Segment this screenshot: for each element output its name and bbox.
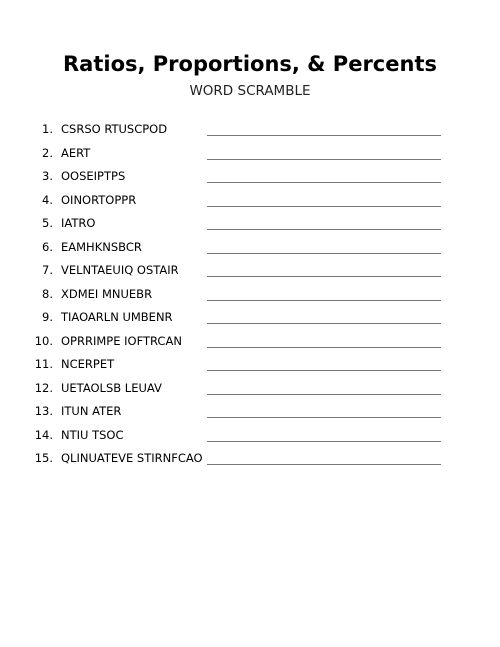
list-item — [0, 144, 500, 168]
list-item — [0, 426, 500, 450]
list-item — [0, 449, 500, 473]
item-number: 11. — [34, 357, 53, 371]
list-item — [0, 214, 500, 238]
scramble-list — [0, 120, 500, 473]
item-number: 1. — [42, 122, 53, 136]
item-number: 7. — [42, 263, 53, 277]
list-item — [0, 191, 500, 215]
item-number: 8. — [42, 286, 53, 301]
list-item — [0, 379, 500, 403]
list-item — [0, 167, 500, 191]
list-item — [0, 261, 500, 285]
answer-line — [207, 347, 441, 348]
page-title: Ratios, Proportions, & Percents — [63, 52, 437, 76]
answer-line — [207, 206, 441, 207]
page-subtitle: WORD SCRAMBLE — [189, 83, 311, 99]
answer-line — [207, 229, 441, 230]
scrambled-word: TIAOARLN UMBENR — [61, 310, 173, 324]
item-number: 15. — [34, 451, 53, 465]
list-item — [0, 285, 500, 309]
item-number: 14. — [34, 427, 53, 442]
scrambled-word: IATRO — [61, 216, 96, 230]
answer-line — [207, 300, 441, 301]
item-number: 5. — [42, 216, 53, 230]
answer-line — [207, 323, 441, 324]
list-item — [0, 402, 500, 426]
item-number: 9. — [42, 310, 53, 324]
answer-line — [207, 276, 441, 277]
answer-line — [207, 159, 441, 160]
item-number: 13. — [34, 404, 53, 418]
scrambled-word: NCERPET — [61, 357, 115, 371]
scrambled-word: NTIU TSOC — [61, 427, 124, 442]
scrambled-word: VELNTAEUIQ OSTAIR — [61, 263, 179, 277]
answer-line — [207, 464, 441, 465]
list-item — [0, 355, 500, 379]
item-number: 4. — [42, 192, 53, 207]
answer-line — [207, 394, 441, 395]
scrambled-word: OPRRIMPE IOFTRCAN — [61, 333, 182, 348]
item-number: 3. — [42, 169, 53, 183]
answer-line — [207, 370, 441, 371]
scrambled-word: EAMHKNSBCR — [61, 239, 142, 254]
answer-line — [207, 253, 441, 254]
scrambled-word: ITUN ATER — [61, 404, 122, 418]
scrambled-word: OINORTOPPR — [61, 192, 137, 207]
item-number: 2. — [42, 145, 53, 160]
item-number: 12. — [34, 380, 53, 395]
scrambled-word: AERT — [61, 145, 91, 160]
list-item — [0, 308, 500, 332]
scrambled-word: OOSEIPTPS — [61, 169, 126, 183]
list-item — [0, 332, 500, 356]
item-number: 10. — [34, 333, 53, 348]
list-item — [0, 120, 500, 144]
answer-line — [207, 135, 441, 136]
answer-line — [207, 441, 441, 442]
scrambled-word: UETAOLSB LEUAV — [61, 380, 162, 395]
answer-line — [207, 182, 441, 183]
answer-line — [207, 417, 441, 418]
list-item — [0, 238, 500, 262]
scrambled-word: CSRSO RTUSCPOD — [61, 122, 168, 136]
item-number: 6. — [42, 239, 53, 254]
scrambled-word: QLINUATEVE STIRNFCAO — [61, 451, 203, 465]
scrambled-word: XDMEI MNUEBR — [61, 286, 153, 301]
